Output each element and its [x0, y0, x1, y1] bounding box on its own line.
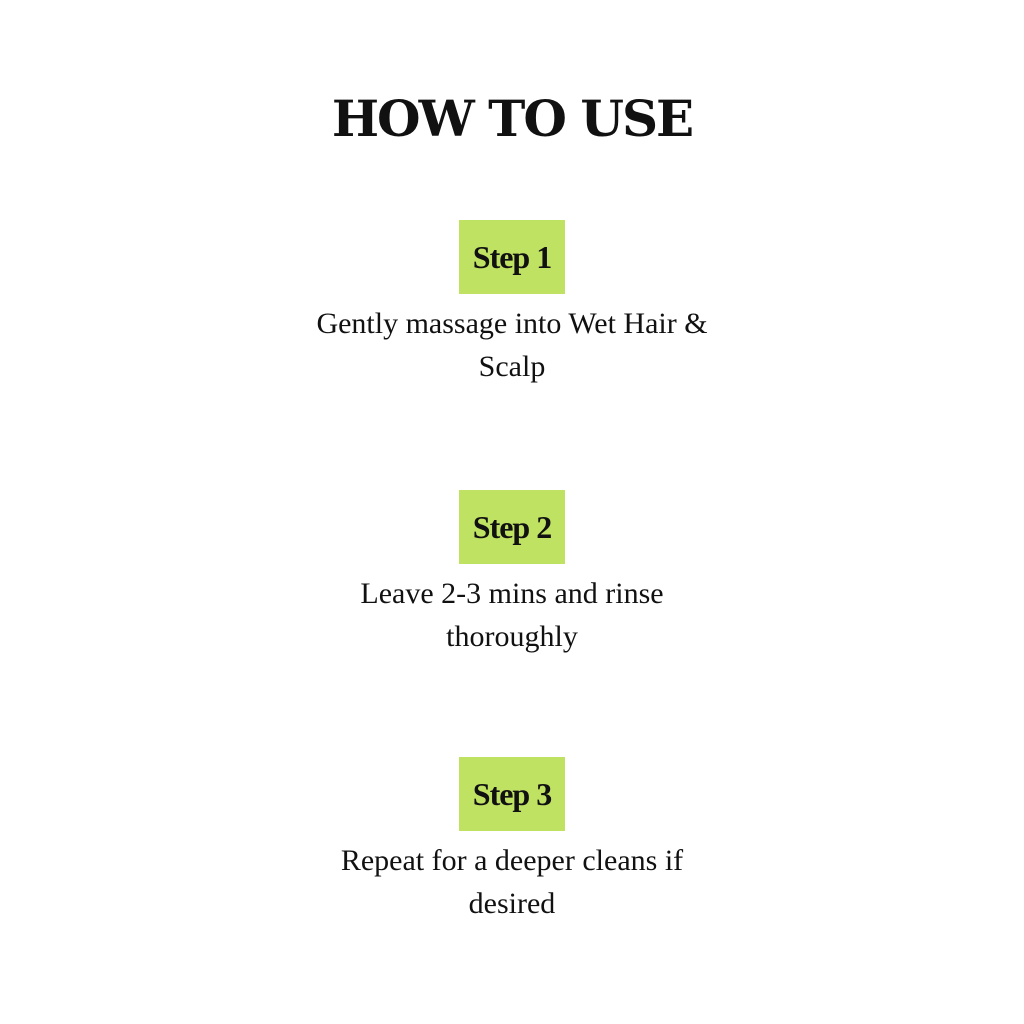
step-3-badge: Step 3 [459, 757, 565, 831]
step-1-badge: Step 1 [459, 220, 565, 294]
page-title: HOW TO USE [331, 89, 693, 148]
step-1-description: Gently massage into Wet Hair & Scalp [316, 307, 708, 383]
step-2-badge: Step 2 [459, 490, 565, 564]
step-1 [0, 220, 1024, 388]
step-3 [0, 757, 1024, 925]
step-2 [0, 490, 1024, 658]
step-2-description: Leave 2-3 mins and rinse thoroughly [360, 577, 664, 653]
step-3-description: Repeat for a deeper cleans if desired [340, 844, 684, 920]
